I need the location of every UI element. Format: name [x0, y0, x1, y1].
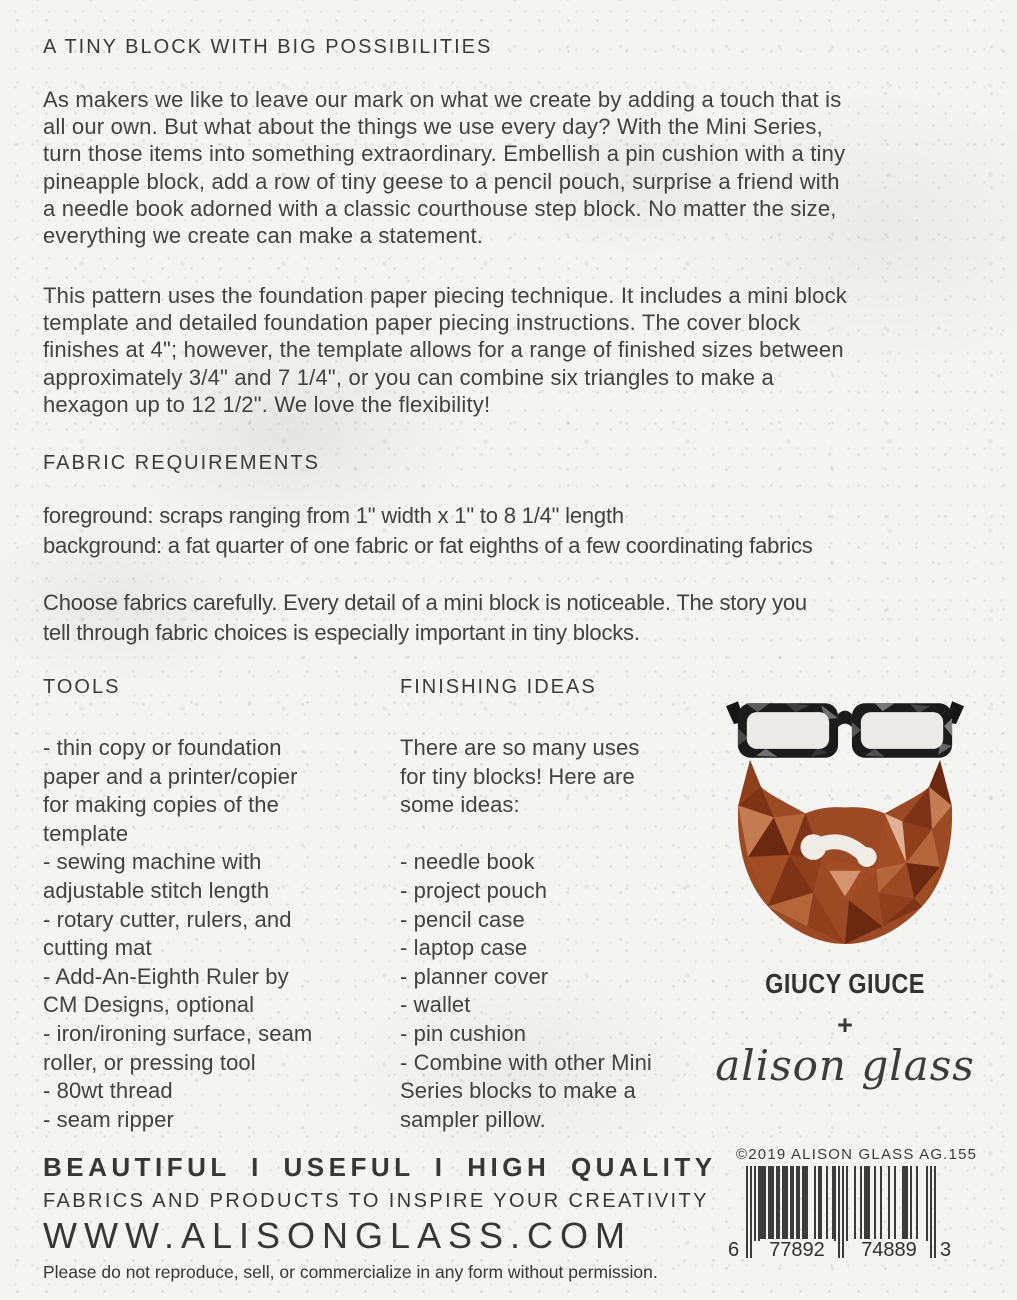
text-line: hexagon up to 12 1/2". We love the flexibility! [43, 391, 491, 417]
list-item: - Combine with other Mini [400, 1049, 652, 1075]
list-item: - 80wt thread [43, 1078, 173, 1104]
brand-signature: alison glass [715, 1041, 975, 1090]
finishing-ideas-list [400, 734, 652, 1134]
text-line: Choose fabrics carefully. Every detail of a mini block is noticeable. The story you [43, 590, 807, 615]
intro-paragraph-1 [43, 86, 845, 249]
text-line: background: a fat quarter of one fabric or fat eighths of a few coordinating fabrics [43, 533, 813, 558]
fabric-requirements-heading: FABRIC REQUIREMENTS [43, 452, 320, 474]
list-item: - laptop case [400, 935, 528, 961]
beard-icon [737, 760, 953, 946]
intro-paragraph-2 [43, 282, 847, 418]
list-item [400, 820, 652, 849]
list-item: some ideas: [400, 792, 520, 818]
designer-name: GIUCY GIUCE [765, 968, 925, 999]
text-line: all our own. But what about the things we use every day? With the Mini Series, [43, 114, 823, 140]
page-title: A TINY BLOCK WITH BIG POSSIBILITIES [43, 36, 493, 58]
glasses-icon [726, 698, 964, 764]
list-item: - project pouch [400, 877, 548, 903]
designer-logo-block [700, 690, 990, 1090]
list-item: - thin copy or foundation [43, 735, 282, 760]
text-line: finishes at 4"; however, the template allows for a range of finished sizes between [43, 337, 844, 363]
finishing-ideas-heading: FINISHING IDEAS [400, 676, 597, 698]
list-item: - Add-An-Eighth Ruler by [43, 963, 289, 989]
list-item: paper and a printer/copier [43, 763, 298, 789]
list-item: - rotary cutter, rulers, and [43, 906, 292, 932]
barcode-block [700, 1144, 1000, 1284]
footer-brand-block [43, 1152, 717, 1283]
website-url: WWW.ALISONGLASS.COM [43, 1215, 633, 1256]
list-item: - seam ripper [43, 1106, 174, 1132]
list-item: - planner cover [400, 963, 549, 989]
list-item: - pin cushion [400, 1020, 527, 1046]
text-line: pineapple block, add a row of tiny geese to a pencil pouch, surprise a friend with [43, 168, 840, 194]
footer-tagline-quality: BEAUTIFUL I USEFUL I HIGH QUALITY [43, 1152, 717, 1182]
text-line: approximately 3/4" and 7 1/4", or you can combine six triangles to make a [43, 364, 774, 390]
text-line: As makers we like to leave our mark on what we create by adding a touch that is [43, 87, 842, 112]
text-line: foreground: scraps ranging from 1" width x 1" to 8 1/4" length [43, 503, 624, 528]
list-item: template [43, 820, 129, 846]
text-line: everything we create can make a statement. [43, 223, 484, 249]
text-line: This pattern uses the foundation paper piecing technique. It includes a mini block [43, 283, 847, 308]
text-line: turn those items into something extraordinary. Embellish a pin cushion with a tiny [43, 141, 846, 167]
barcode-digits-group1: 77892 [760, 1239, 834, 1262]
fabric-note [43, 588, 807, 648]
list-item: sampler pillow. [400, 1106, 546, 1132]
tools-heading: TOOLS [43, 676, 121, 698]
barcode-digit-right: 3 [940, 1239, 952, 1261]
list-item: roller, or pressing tool [43, 1049, 256, 1075]
list-item: - iron/ironing surface, seam [43, 1020, 313, 1046]
list-item: cutting mat [43, 935, 152, 961]
tools-list [43, 734, 312, 1134]
barcode-digits-group2: 74889 [852, 1239, 926, 1262]
list-item: - wallet [400, 992, 471, 1018]
fabric-requirements-lines [43, 501, 813, 561]
list-item: for making copies of the [43, 792, 279, 818]
barcode-digit-left: 6 [728, 1239, 740, 1261]
list-item: for tiny blocks! Here are [400, 763, 635, 789]
text-line: tell through fabric choices is especially important in tiny blocks. [43, 620, 640, 645]
list-item: - needle book [400, 849, 535, 875]
list-item: adjustable stitch length [43, 877, 270, 903]
copyright-line: ©2019 ALISON GLASS AG.155 [736, 1146, 978, 1163]
list-item: CM Designs, optional [43, 992, 255, 1018]
list-item: Series blocks to make a [400, 1078, 636, 1104]
list-item: There are so many uses [400, 735, 640, 760]
list-item: - pencil case [400, 906, 525, 932]
text-line: template and detailed foundation paper piecing instructions. The cover block [43, 310, 801, 336]
footer-tagline-inspire: FABRICS AND PRODUCTS TO INSPIRE YOUR CREATIVITY [43, 1190, 709, 1212]
text-line: a needle book adorned with a classic courthouse step block. No matter the size, [43, 195, 837, 221]
plus-sign: + [837, 1010, 853, 1040]
copyright-fineprint: Please do not reproduce, sell, or commercialize in any form without permission. [43, 1262, 658, 1282]
list-item: - sewing machine with [43, 849, 262, 875]
